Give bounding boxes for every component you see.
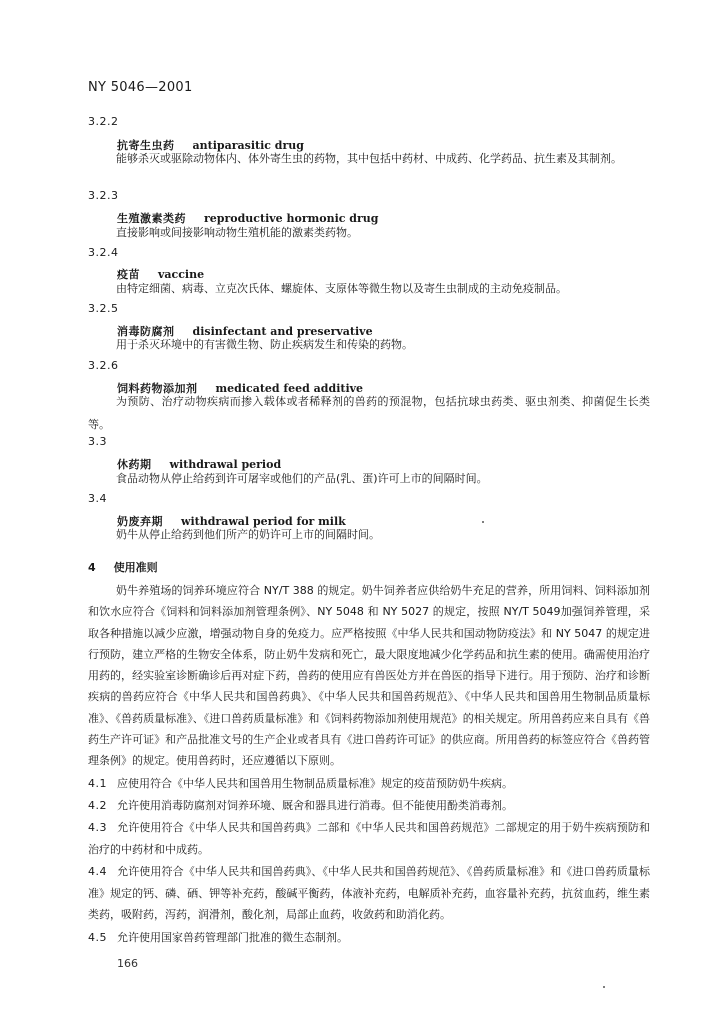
clause-item — [88, 773, 650, 795]
term-zh: 疫苗 — [117, 268, 140, 281]
item-number: 4.3 — [88, 821, 107, 834]
scan-speck — [482, 521, 484, 523]
item-text: 允许使用符合《中华人民共和国兽药典》二部和《中华人民共和国兽药规范》二部规定的用于奶牛疾病预防和治疗的中药材和中成药。 — [88, 821, 650, 856]
term-en: disinfectant and preservative — [192, 325, 373, 338]
clause-item — [88, 927, 650, 949]
definition-text: 食品动物从停止给药到许可屠宰或他们的产品(乳、蛋)许可上市的间隔时间。 — [116, 472, 488, 485]
item-number: 4.4 — [88, 865, 107, 878]
clause-item — [88, 817, 650, 860]
item-text: 允许使用国家兽药管理部门批准的微生态制剂。 — [117, 931, 348, 944]
term-zh: 饲料药物添加剂 — [117, 382, 198, 395]
scan-speck — [603, 986, 605, 988]
item-text: 应使用符合《中华人民共和国兽用生物制品质量标准》规定的疫苗预防奶牛疾病。 — [117, 777, 513, 790]
term-en: reproductive hormonic drug — [204, 212, 379, 225]
item-number: 4.2 — [88, 799, 107, 812]
definition-text: 用于杀灭环境中的有害微生物、防止疾病发生和传染的药物。 — [116, 338, 413, 351]
term-en: withdrawal period — [169, 458, 282, 471]
term-zh: 抗寄生虫药 — [117, 139, 175, 152]
definition-text: 能够杀灭或驱除动物体内、体外寄生虫的药物，其中包括中药材、中成药、化学药品、抗生素及其制剂。 — [116, 152, 622, 165]
item-text: 允许使用符合《中华人民共和国兽药典》、《中华人民共和国兽药规范》、《兽药质量标准》和《进口兽药质量标准》规定的钙、磷、硒、钾等补充药，酸碱平衡药，体液补充药，电解质补充药，血容量补充药，抗贫血药，维生素类药，吸附药，泻药，润滑剂，酸化剂，局部止血药，收敛药和助消化药。 — [88, 865, 650, 921]
clause-number: 3.2.6 — [88, 359, 119, 372]
term-en: medicated feed additive — [215, 382, 364, 395]
page-number: 166 — [117, 957, 138, 970]
definition-text: 直接影响或间接影响动物生殖机能的激素类药物。 — [116, 226, 358, 239]
clause-number: 3.4 — [88, 492, 107, 505]
item-text: 允许使用消毒防腐剂对饲养环境、厩舍和器具进行消毒。但不能使用酚类消毒剂。 — [117, 799, 513, 812]
clause-number: 3.2.2 — [88, 115, 119, 128]
item-number: 4.5 — [88, 931, 107, 944]
clause-number: 3.3 — [88, 435, 107, 448]
definition-text: 由特定细菌、病毒、立克次氏体、螺旋体、支原体等微生物以及寄生虫制成的主动免疫制品。 — [116, 282, 567, 295]
clause-number: 3.2.3 — [88, 189, 119, 202]
section-intro-paragraph: 奶牛养殖场的饲养环境应符合 NY/T 388 的规定。奶牛饲养者应供给奶牛充足的营养，所用饲料、饲料添加剂和饮水应符合《饲料和饲料添加剂管理条例》、NY 5048 和 NY 5027 的规定，按照 NY/T 5049加强饲养管理，采取各种措施以减少应激，增强动物自身的免疫力。应严格按照《中华人民共和国动物防疫法》和 NY 5047 的规定进行预防，建立严格的生物安全体系，防止奶牛发病和死亡，最大限度地减少化学药品和抗生素的使用。确需使用治疗用药的，经实验室诊断确诊后再对症下药，兽药的使用应有兽医处方并在兽医的指导下进行。用于预防、治疗和诊断疾病的兽药应符合《中华人民共和国兽药典》、《中华人民共和国兽药规范》、《中华人民共和国兽用生物制品质量标准》、《兽药质量标准》、《进口兽药质量标准》和《饲料药物添加剂使用规范》的相关规定。所用兽药应来自具有《兽药生产许可证》和产品批准文号的生产企业或者具有《进口兽药许可证》的供应商。所用兽药的标签应符合《兽药管理条例》的规定。使用兽药时，还应遵循以下原则。 — [88, 584, 650, 768]
definition-text: 奶牛从停止给药到他们所产的奶许可上市的间隔时间。 — [116, 528, 380, 541]
definition-text: 为预防、治疗动物疾病而掺入载体或者稀释剂的兽药的预混物，包括抗球虫药类、驱虫剂类、抑菌促生长类等。 — [88, 395, 650, 431]
clause-number: 3.2.5 — [88, 302, 119, 315]
clause-item — [88, 861, 650, 926]
section-number: 4 — [88, 561, 96, 574]
standard-header: NY 5046—2001 — [88, 80, 193, 95]
clause-number: 3.2.4 — [88, 246, 119, 259]
term-zh: 生殖激素类药 — [117, 212, 186, 225]
term-zh: 消毒防腐剂 — [117, 325, 175, 338]
term-zh: 奶废弃期 — [117, 515, 163, 528]
clause-item — [88, 795, 650, 817]
section-heading — [88, 559, 158, 575]
term-en: withdrawal period for milk — [181, 515, 346, 528]
term-en: antiparasitic drug — [192, 139, 304, 152]
section-title: 使用准则 — [113, 561, 158, 574]
term-en: vaccine — [158, 268, 205, 281]
term-zh: 休药期 — [117, 458, 152, 471]
item-number: 4.1 — [88, 777, 107, 790]
